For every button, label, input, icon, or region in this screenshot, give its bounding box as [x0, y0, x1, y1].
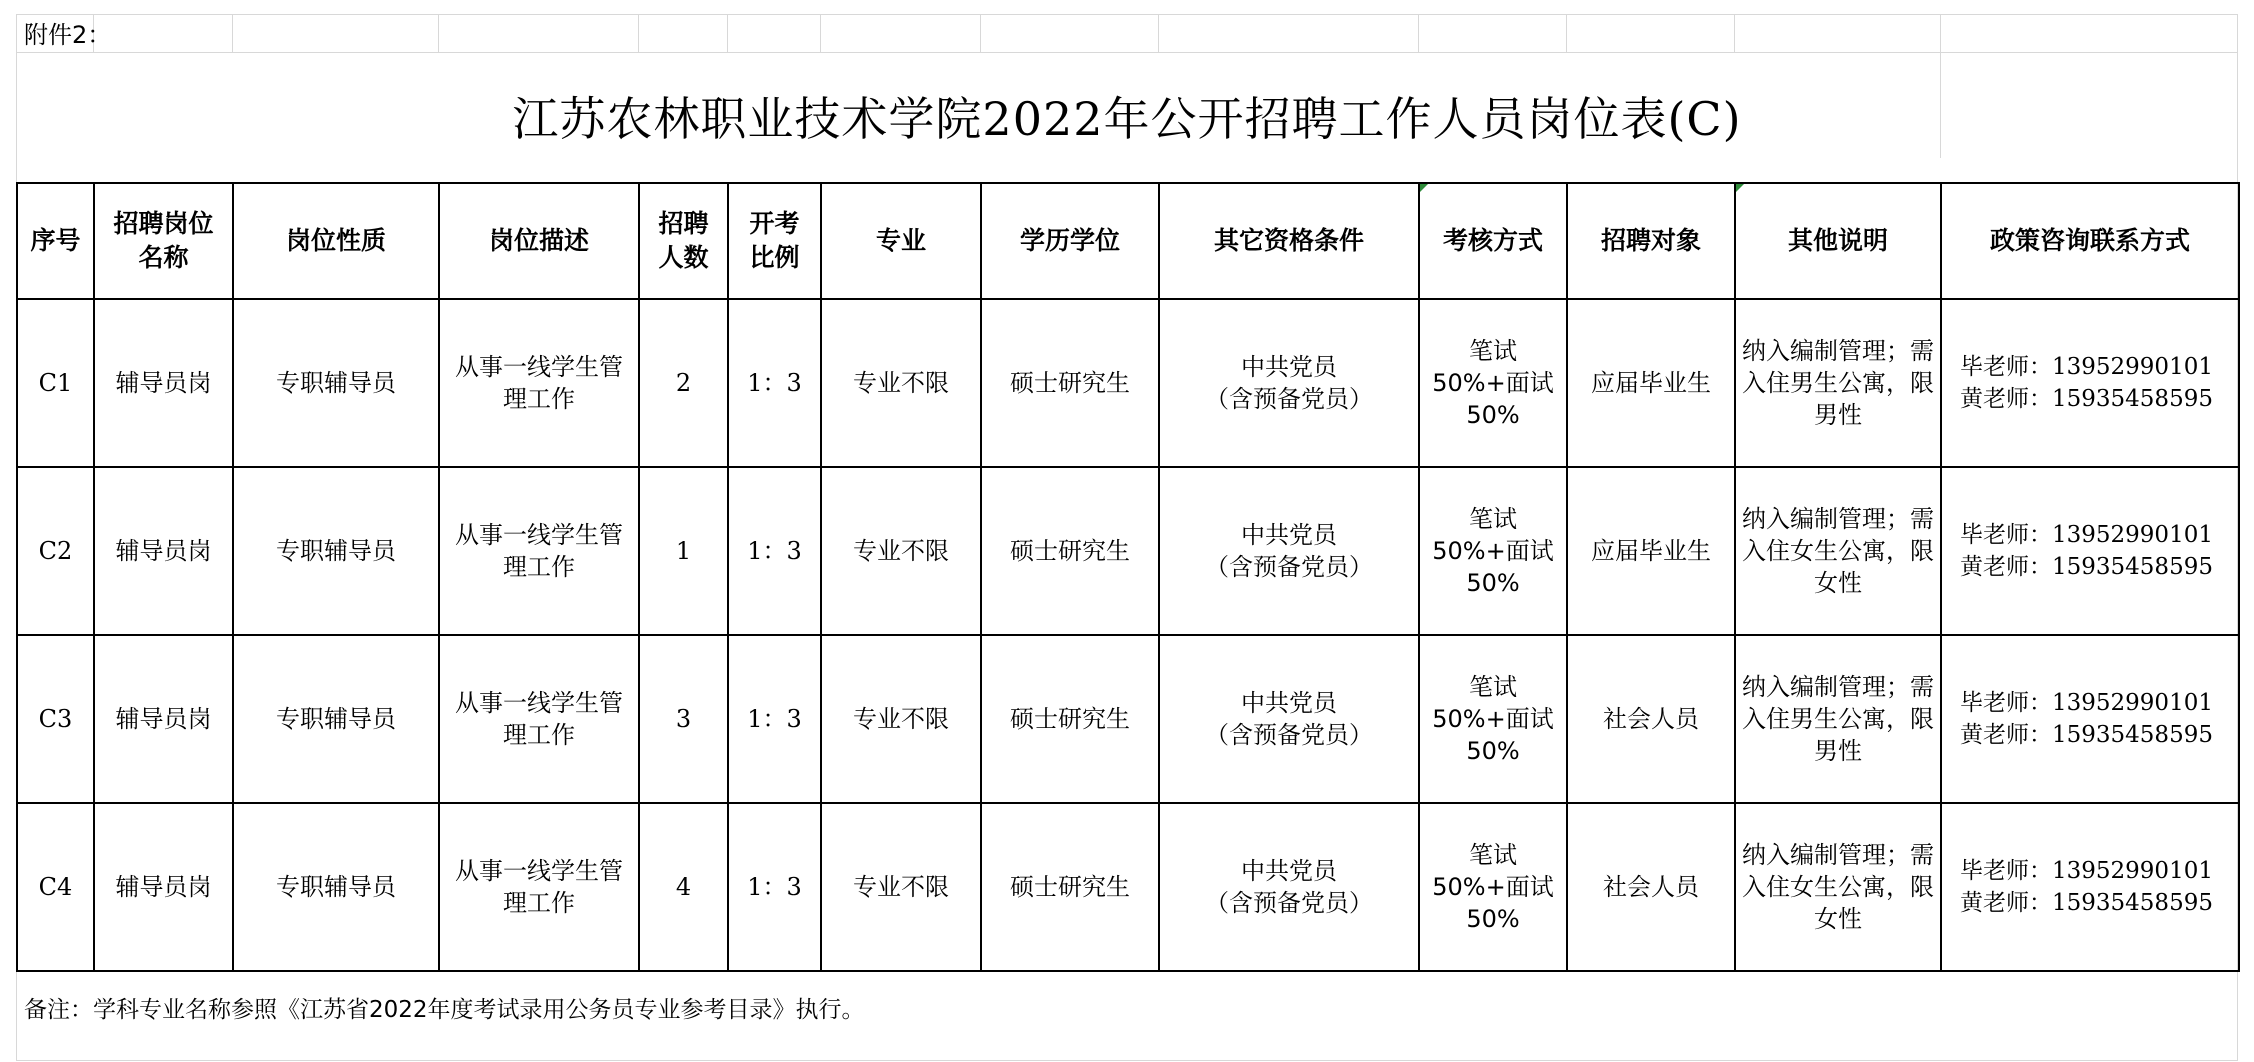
cell-nature: 专职辅导员	[233, 635, 439, 803]
contact-line: 黄老师：15935458595	[1960, 386, 2213, 412]
gridline	[438, 14, 439, 52]
cell-ratio: 1：3	[728, 803, 821, 971]
cell-major: 专业不限	[821, 803, 981, 971]
other-qual-line: （含预备党员）	[1205, 553, 1373, 581]
contact-line: 毕老师：13952990101	[1960, 522, 2213, 548]
footnote: 备注：学科专业名称参照《江苏省2022年度考试录用公务员专业参考目录》执行。	[24, 997, 865, 1023]
cell-position-name: 辅导员岗	[94, 467, 233, 635]
other-qual-line: 中共党员	[1241, 353, 1337, 381]
header-target: 招聘对象	[1567, 183, 1735, 299]
contact-line: 黄老师：15935458595	[1960, 722, 2213, 748]
cell-position-name: 辅导员岗	[94, 803, 233, 971]
other-qual-line: 中共党员	[1241, 521, 1337, 549]
table-row	[17, 803, 2239, 971]
attachment-label: 附件2：	[24, 21, 112, 49]
cell-seq: C1	[17, 299, 94, 467]
cell-remarks: 纳入编制管理；需入住男生公寓，限男性	[1735, 299, 1941, 467]
cell-assessment: 笔试50%+面试50%	[1419, 635, 1567, 803]
cell-seq: C4	[17, 803, 94, 971]
table-row	[17, 299, 2239, 467]
header-ratio-line: 比例	[749, 243, 800, 272]
cell-remarks: 纳入编制管理；需入住女生公寓，限女性	[1735, 467, 1941, 635]
cell-education: 硕士研究生	[981, 635, 1159, 803]
cell-target: 应届毕业生	[1567, 299, 1735, 467]
page-title: 江苏农林职业技术学院2022年公开招聘工作人员岗位表(C)	[512, 92, 1742, 146]
cell-target: 应届毕业生	[1567, 467, 1735, 635]
cell-nature: 专职辅导员	[233, 803, 439, 971]
other-qual-line: 中共党员	[1241, 857, 1337, 885]
cell-other-qual	[1159, 299, 1419, 467]
header-ratio-line: 开考	[749, 209, 800, 238]
header-count-line: 招聘	[658, 209, 709, 238]
cell-position-name: 辅导员岗	[94, 635, 233, 803]
cell-description: 从事一线学生管理工作	[439, 299, 639, 467]
gridline	[727, 14, 728, 52]
cell-count: 1	[639, 467, 728, 635]
cell-description: 从事一线学生管理工作	[439, 803, 639, 971]
cell-contact	[1941, 635, 2239, 803]
header-count	[639, 183, 728, 299]
cell-contact	[1941, 803, 2239, 971]
cell-remarks: 纳入编制管理；需入住男生公寓，限男性	[1735, 635, 1941, 803]
cell-education: 硕士研究生	[981, 803, 1159, 971]
header-description: 岗位描述	[439, 183, 639, 299]
header-count-line: 人数	[658, 243, 709, 272]
cell-assessment: 笔试50%+面试50%	[1419, 299, 1567, 467]
cell-count: 3	[639, 635, 728, 803]
cell-other-qual	[1159, 803, 1419, 971]
cell-major: 专业不限	[821, 635, 981, 803]
gridline	[16, 52, 2238, 53]
header-major: 专业	[821, 183, 981, 299]
cell-description: 从事一线学生管理工作	[439, 635, 639, 803]
gridline	[820, 14, 821, 52]
cell-target: 社会人员	[1567, 803, 1735, 971]
header-position-name-line: 招聘岗位	[113, 209, 214, 238]
header-seq: 序号	[17, 183, 94, 299]
cell-seq: C3	[17, 635, 94, 803]
header-education: 学历学位	[981, 183, 1159, 299]
cell-contact	[1941, 299, 2239, 467]
gridline	[232, 14, 233, 52]
cell-nature: 专职辅导员	[233, 467, 439, 635]
contact-line: 毕老师：13952990101	[1960, 354, 2213, 380]
gridline	[1158, 14, 1159, 52]
other-qual-line: （含预备党员）	[1205, 889, 1373, 917]
gridline	[980, 14, 981, 52]
cell-description: 从事一线学生管理工作	[439, 467, 639, 635]
cell-ratio: 1：3	[728, 635, 821, 803]
cell-remarks: 纳入编制管理；需入住女生公寓，限女性	[1735, 803, 1941, 971]
cell-position-name: 辅导员岗	[94, 299, 233, 467]
cell-count: 4	[639, 803, 728, 971]
header-nature: 岗位性质	[233, 183, 439, 299]
gridline	[638, 14, 639, 52]
header-ratio	[728, 183, 821, 299]
cell-major: 专业不限	[821, 467, 981, 635]
cell-seq: C2	[17, 467, 94, 635]
cell-other-qual	[1159, 635, 1419, 803]
gridline	[16, 14, 2238, 15]
positions-table	[16, 182, 2240, 972]
contact-line: 黄老师：15935458595	[1960, 554, 2213, 580]
gridline	[1418, 14, 1419, 52]
table-row	[17, 635, 2239, 803]
cell-count: 2	[639, 299, 728, 467]
gridline	[16, 1060, 2238, 1061]
cell-assessment: 笔试50%+面试50%	[1419, 467, 1567, 635]
cell-assessment: 笔试50%+面试50%	[1419, 803, 1567, 971]
cell-education: 硕士研究生	[981, 467, 1159, 635]
other-qual-line: 中共党员	[1241, 689, 1337, 717]
cell-education: 硕士研究生	[981, 299, 1159, 467]
header-other-qual: 其它资格条件	[1159, 183, 1419, 299]
gridline	[1566, 14, 1567, 52]
contact-line: 黄老师：15935458595	[1960, 890, 2213, 916]
cell-target: 社会人员	[1567, 635, 1735, 803]
header-position-name	[94, 183, 233, 299]
cell-major: 专业不限	[821, 299, 981, 467]
cell-other-qual	[1159, 467, 1419, 635]
header-contact: 政策咨询联系方式	[1941, 183, 2239, 299]
cell-ratio: 1：3	[728, 467, 821, 635]
header-remarks: 其他说明	[1735, 183, 1941, 299]
header-assessment: 考核方式	[1419, 183, 1567, 299]
table-header-row	[17, 183, 2239, 299]
other-qual-line: （含预备党员）	[1205, 721, 1373, 749]
cell-nature: 专职辅导员	[233, 299, 439, 467]
cell-contact	[1941, 467, 2239, 635]
cell-ratio: 1：3	[728, 299, 821, 467]
table-row	[17, 467, 2239, 635]
header-position-name-line: 名称	[138, 243, 189, 272]
contact-line: 毕老师：13952990101	[1960, 690, 2213, 716]
other-qual-line: （含预备党员）	[1205, 385, 1373, 413]
contact-line: 毕老师：13952990101	[1960, 858, 2213, 884]
gridline	[1734, 14, 1735, 52]
